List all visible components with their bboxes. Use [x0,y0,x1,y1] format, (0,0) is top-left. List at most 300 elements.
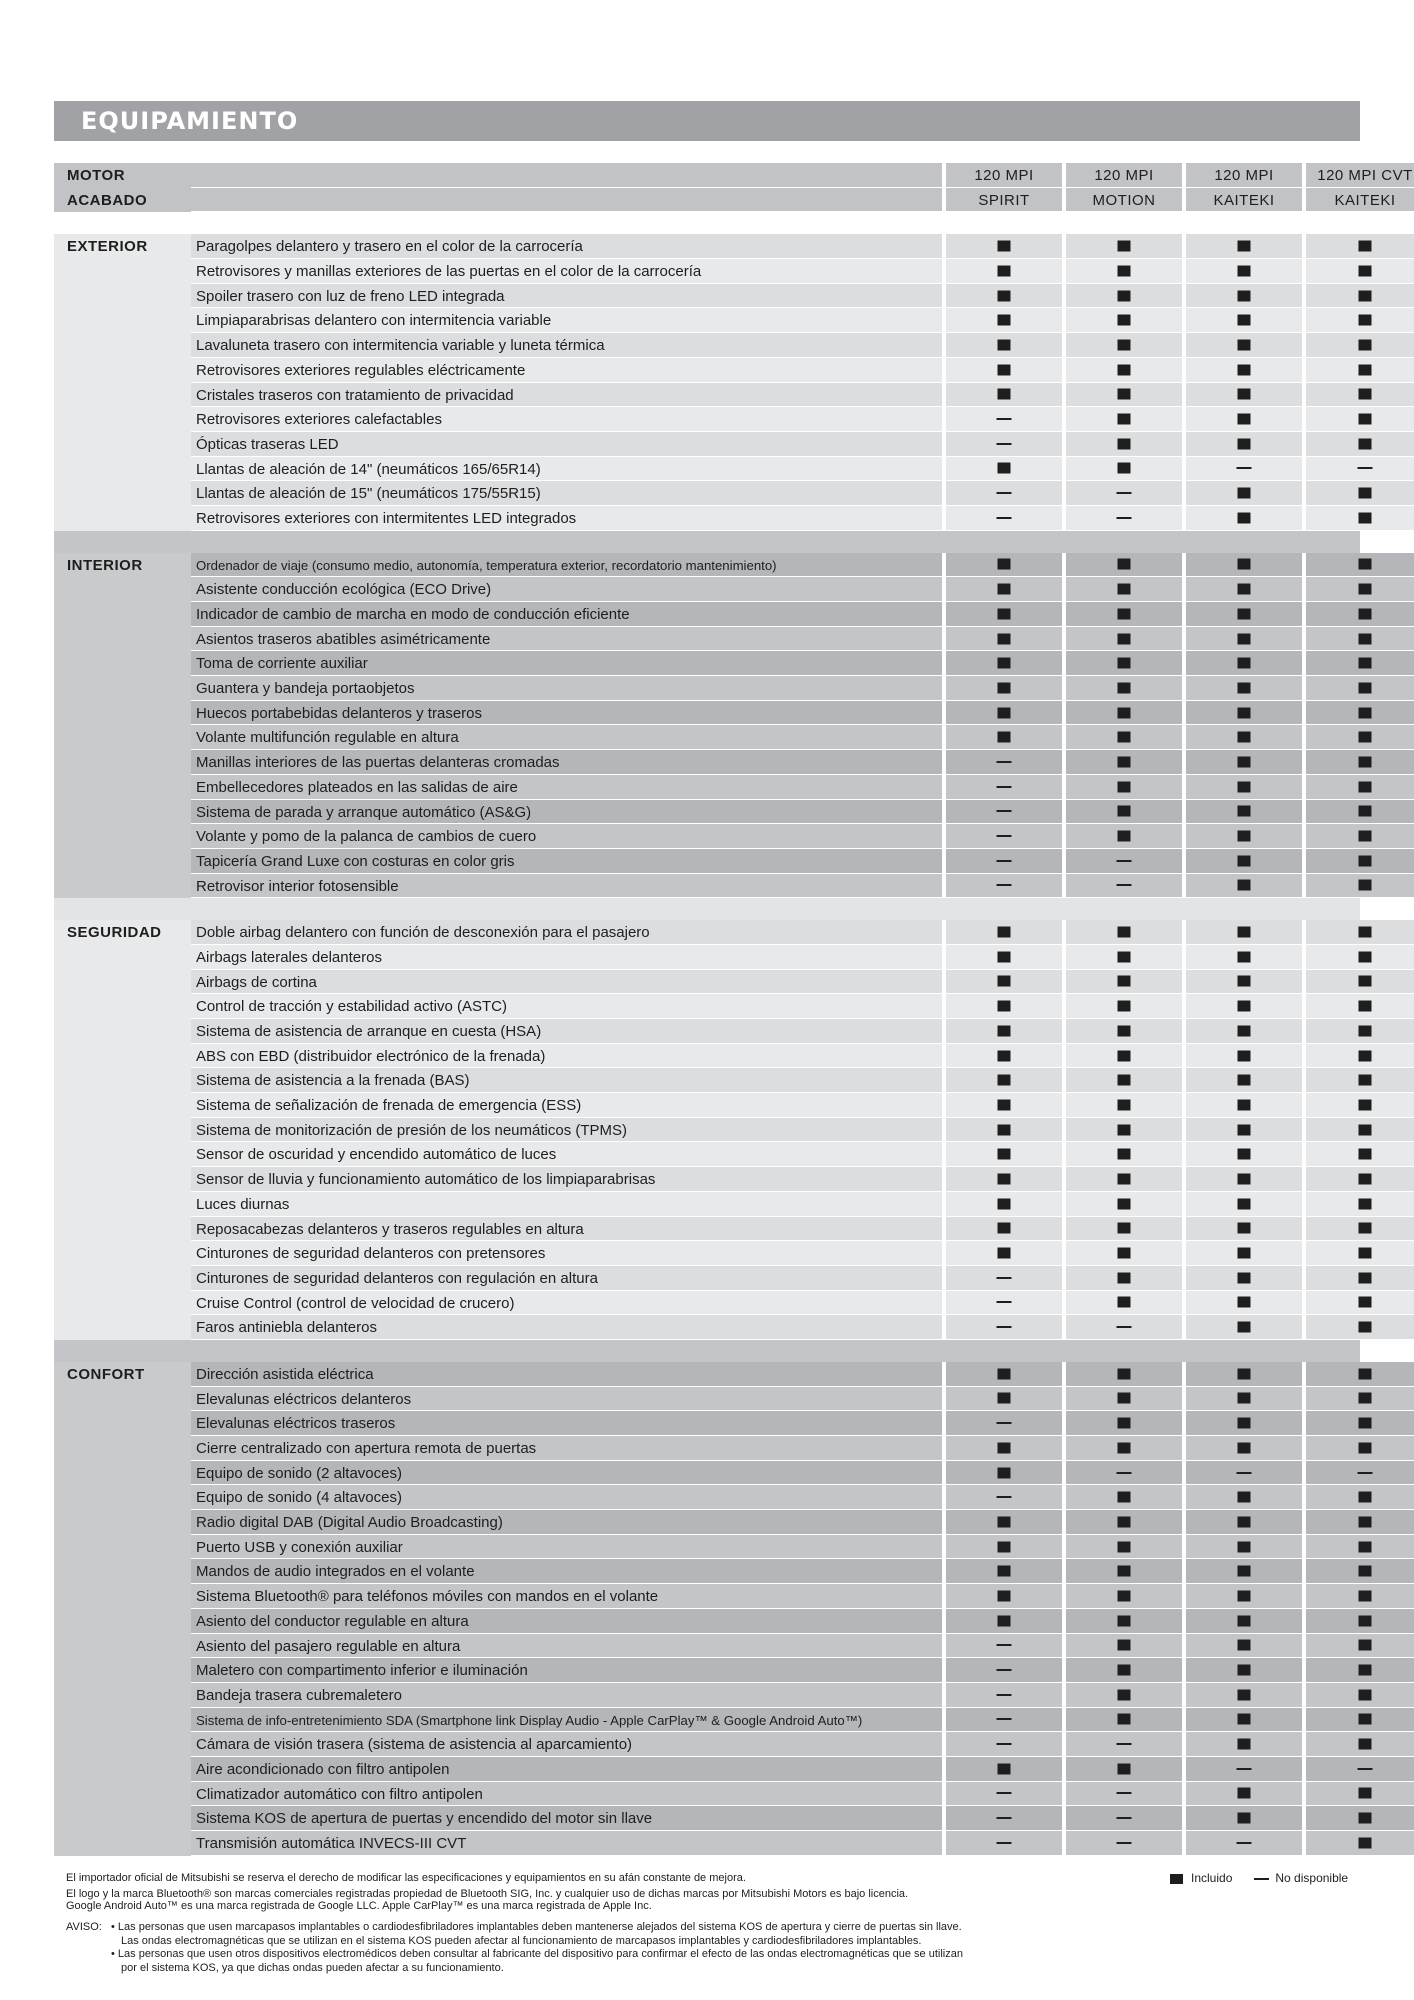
feature-cell [191,1806,942,1831]
section-label-spacer [54,1708,191,1733]
availability-cell [1066,1241,1182,1266]
included-square-icon [998,339,1011,350]
availability-cell [946,506,1062,531]
availability-cell [1306,1609,1414,1634]
feature-cell [191,1732,942,1757]
included-square-icon [1359,364,1372,375]
included-square-icon [1118,1689,1131,1700]
section-label: SEGURIDAD [54,920,191,945]
included-square-icon [1238,1566,1251,1577]
not-available-dash-icon [997,1277,1012,1279]
included-square-icon [1118,658,1131,669]
section-label-spacer [54,1806,191,1831]
availability-cell [1066,1142,1182,1167]
feature-cell [191,627,942,652]
aviso-items [111,1921,1211,1975]
section-confort [54,1362,1360,1856]
feature-label: Radio digital DAB (Digital Audio Broadcasting) [196,1514,503,1532]
availability-cell [1306,849,1414,874]
feature-label: Sensor de lluvia y funcionamiento automático de los limpiaparabrisas [196,1171,656,1189]
availability-cell [946,553,1062,578]
availability-cell [946,1683,1062,1708]
availability-cell [1186,1266,1302,1291]
availability-cell [1066,1118,1182,1143]
section-label-spacer [54,1584,191,1609]
included-square-icon [1118,364,1131,375]
feature-cell [191,577,942,602]
feature-label: Doble airbag delantero con función de desconexión para el pasajero [196,924,650,942]
section-label-spacer [54,1782,191,1807]
feature-cell [191,1757,942,1782]
section-label-spacer [54,994,191,1019]
included-square-icon [1118,1223,1131,1234]
feature-label: Embellecedores plateados en las salidas de aire [196,778,518,796]
availability-cell [946,1241,1062,1266]
availability-cell [1306,1708,1414,1733]
availability-cell [1306,750,1414,775]
included-square-icon [1238,927,1251,938]
table-row [54,457,1360,482]
section-label-spacer [54,1118,191,1143]
feature-label: Equipo de sonido (2 altavoces) [196,1464,402,1482]
availability-cell [1066,1806,1182,1831]
included-square-icon [1359,1418,1372,1429]
included-square-icon [1359,1198,1372,1209]
availability-cell [946,407,1062,432]
included-square-icon [1238,831,1251,842]
availability-cell [946,457,1062,482]
table-row [54,1634,1360,1659]
availability-cell [1186,1757,1302,1782]
section-label-spacer [54,333,191,358]
availability-cell [946,1093,1062,1118]
legend-not-available: No disponible [1275,1871,1349,1885]
feature-label: Sistema KOS de apertura de puertas y encendido del motor sin llave [196,1810,653,1828]
availability-cell [1066,1609,1182,1634]
feature-cell [191,1118,942,1143]
availability-cell [1186,824,1302,849]
included-square-icon [998,608,1011,619]
availability-cell [1066,1217,1182,1242]
feature-label: Cierre centralizado con apertura remota de puertas [196,1440,537,1457]
footer-line: Google Android Auto™ es una marca registrada de Google LLC. Apple CarPlay™ es una marca registrada de Apple Inc. [66,1900,652,1912]
section-label-spacer [54,284,191,309]
included-square-icon [1238,732,1251,743]
included-square-icon [1118,1393,1131,1404]
feature-label: Lavaluneta trasero con intermitencia variable y luneta térmica [196,337,605,355]
feature-label: Huecos portabebidas delanteros y traseros [196,704,482,722]
availability-cell [1066,602,1182,627]
included-square-icon [1359,855,1372,866]
availability-cell [946,676,1062,701]
included-square-icon [1238,364,1251,375]
header-acabado-label: ACABADO [54,188,191,213]
availability-cell [1066,1044,1182,1069]
included-square-icon [998,1442,1011,1453]
header-col-acabado: KAITEKI [1306,188,1414,213]
included-square-icon [1238,1001,1251,1012]
feature-cell [191,1782,942,1807]
not-available-dash-icon [1237,1768,1252,1770]
included-square-icon [998,389,1011,400]
feature-label: Elevalunas eléctricos delanteros [196,1390,412,1408]
not-available-dash-icon [997,835,1012,837]
availability-cell [1066,284,1182,309]
included-square-icon [1238,1075,1251,1086]
not-available-dash-icon [997,860,1012,862]
availability-cell [1186,1782,1302,1807]
availability-cell [1066,874,1182,899]
included-square-icon [998,1075,1011,1086]
feature-cell [191,407,942,432]
included-square-icon [1238,951,1251,962]
availability-cell [1306,1757,1414,1782]
availability-cell [1186,1362,1302,1387]
included-square-icon [998,265,1011,276]
table-row [54,676,1360,701]
included-square-icon [998,1566,1011,1577]
included-square-icon [1359,1516,1372,1527]
header-row-motor [54,163,1413,188]
feature-label: Sistema de parada y arranque automático (AS&G) [196,803,532,821]
availability-cell [1186,284,1302,309]
availability-cell [946,1019,1062,1044]
availability-cell [1306,800,1414,825]
feature-label: Cruise Control (control de velocidad de crucero) [196,1294,515,1312]
included-square-icon [1118,1248,1131,1259]
included-square-icon [998,584,1011,595]
availability-cell [1306,1584,1414,1609]
included-square-icon [998,1001,1011,1012]
included-square-icon [1238,339,1251,350]
availability-cell [1066,1019,1182,1044]
table-row [54,994,1360,1019]
included-square-icon [1359,1393,1372,1404]
section-label-spacer [54,506,191,531]
feature-cell [191,1241,942,1266]
feature-cell [191,1068,942,1093]
included-square-icon [1118,951,1131,962]
not-available-dash-icon [997,1669,1012,1671]
table-row [54,800,1360,825]
table-row [54,725,1360,750]
availability-cell [1066,824,1182,849]
availability-cell [1186,234,1302,259]
availability-cell [1186,1708,1302,1733]
availability-cell [1186,1732,1302,1757]
not-available-dash-icon [997,1301,1012,1303]
feature-label: Sistema de info-entretenimiento SDA (Smartphone link Display Audio - Apple CarPlay™ & Google Android Auto™) [196,1712,863,1728]
availability-cell [1186,457,1302,482]
feature-label: Puerto USB y conexión auxiliar [196,1538,403,1556]
feature-cell [191,553,942,578]
feature-label: Asiento del pasajero regulable en altura [196,1637,461,1655]
included-square-icon [998,1615,1011,1626]
section-label-spacer [54,1485,191,1510]
not-available-dash-icon [997,1326,1012,1328]
table-row [54,1806,1360,1831]
included-square-icon [1238,1516,1251,1527]
availability-cell [946,1192,1062,1217]
feature-cell [191,1142,942,1167]
feature-label: Cristales traseros con tratamiento de privacidad [196,386,514,404]
availability-cell [946,945,1062,970]
availability-cell [946,970,1062,995]
availability-cell [1306,920,1414,945]
feature-label: ABS con EBD (distribuidor electrónico de la frenada) [196,1047,546,1065]
section-label-spacer [54,602,191,627]
section-label-spacer [54,1387,191,1412]
feature-cell [191,1658,942,1683]
feature-cell [191,1387,942,1412]
included-square-icon [1359,1590,1372,1601]
feature-cell [191,945,942,970]
not-available-dash-icon [1358,1768,1373,1770]
availability-cell [1306,1315,1414,1340]
included-square-icon [1238,584,1251,595]
feature-cell [191,333,942,358]
availability-cell [1066,481,1182,506]
page-title: EQUIPAMIENTO [81,107,299,135]
included-square-icon [1359,265,1372,276]
included-square-icon [1359,1640,1372,1651]
included-square-icon [1118,1198,1131,1209]
included-square-icon [1359,1739,1372,1750]
section-label-spacer [54,676,191,701]
section-label-spacer [54,1634,191,1659]
feature-cell [191,824,942,849]
availability-cell [946,920,1062,945]
table-row [54,1315,1360,1340]
feature-cell [191,1510,942,1535]
availability-cell [1066,553,1182,578]
availability-cell [1306,1658,1414,1683]
availability-cell [1066,676,1182,701]
included-square-icon [1238,1739,1251,1750]
feature-label: Cinturones de seguridad delanteros con pretensores [196,1245,546,1263]
included-square-icon [998,682,1011,693]
included-square-icon [1238,1223,1251,1234]
section-label-spacer [54,1732,191,1757]
availability-cell [1186,1387,1302,1412]
included-square-icon [998,364,1011,375]
footer-line: El importador oficial de Mitsubishi se reserva el derecho de modificar las especificaciones y equipamientos en su afán constante de mejora. [66,1872,746,1884]
feature-cell [191,457,942,482]
availability-cell [1306,577,1414,602]
availability-cell [946,481,1062,506]
availability-cell [1066,1559,1182,1584]
availability-cell [946,750,1062,775]
not-available-dash-icon [997,1743,1012,1745]
included-square-icon [998,1025,1011,1036]
table-row [54,1118,1360,1143]
feature-cell [191,1192,942,1217]
availability-cell [946,259,1062,284]
availability-cell [946,701,1062,726]
section-label-spacer [54,1241,191,1266]
feature-cell [191,432,942,457]
included-square-icon [1238,315,1251,326]
availability-cell [1186,1167,1302,1192]
table-row [54,824,1360,849]
availability-cell [1066,1093,1182,1118]
feature-cell [191,602,942,627]
included-square-icon [1359,512,1372,523]
included-square-icon [1238,1615,1251,1626]
table-row [54,506,1360,531]
included-square-icon [1118,414,1131,425]
not-available-dash-icon [1117,1842,1132,1844]
availability-cell [1186,1217,1302,1242]
included-square-icon [1238,1322,1251,1333]
included-square-icon [998,707,1011,718]
availability-cell [946,1535,1062,1560]
included-square-icon [1118,682,1131,693]
included-square-icon [1118,1272,1131,1283]
feature-label: Retrovisores exteriores regulables eléctricamente [196,361,526,379]
not-available-dash-icon [1358,1472,1373,1474]
feature-cell [191,1019,942,1044]
availability-cell [946,1757,1062,1782]
included-square-icon [1118,315,1131,326]
table-row [54,432,1360,457]
included-square-icon [998,1124,1011,1135]
included-square-icon [1238,1442,1251,1453]
included-square-icon [1238,1124,1251,1135]
included-square-icon [1118,1075,1131,1086]
section-label-spacer [54,775,191,800]
included-square-icon [1359,682,1372,693]
included-square-icon [1118,389,1131,400]
included-square-icon [1359,1223,1372,1234]
included-square-icon [998,315,1011,326]
included-square-icon [1359,831,1372,842]
availability-cell [1186,577,1302,602]
not-available-dash-icon [1237,1842,1252,1844]
availability-cell [1306,1291,1414,1316]
included-square-icon [998,1541,1011,1552]
included-square-icon [1359,633,1372,644]
feature-label: Cámara de visión trasera (sistema de asistencia al aparcamiento) [196,1736,633,1754]
footer-line: El logo y la marca Bluetooth® son marcas comerciales registradas propiedad de Bluetooth SIG, Inc. y cualquier uso de dichas marcas por Mitsubishi Motors es bajo licencia. [66,1888,909,1900]
included-square-icon [1238,855,1251,866]
table-row [54,970,1360,995]
availability-cell [1306,259,1414,284]
table-row [54,1068,1360,1093]
table-row [54,701,1360,726]
included-square-icon [998,732,1011,743]
feature-label: Tapicería Grand Luxe con costuras en color gris [196,852,515,870]
included-square-icon [998,1149,1011,1160]
feature-label: Llantas de aleación de 15" (neumáticos 175/55R15) [196,485,541,503]
included-square-icon [1359,584,1372,595]
availability-cell [1186,259,1302,284]
availability-cell [1186,308,1302,333]
availability-cell [946,1362,1062,1387]
included-square-icon [1118,559,1131,570]
availability-cell [1066,1291,1182,1316]
feature-cell [191,651,942,676]
section-label-spacer [54,577,191,602]
availability-cell [1306,970,1414,995]
included-square-icon [1118,1001,1131,1012]
included-square-icon [1118,584,1131,595]
availability-cell [1186,1831,1302,1856]
included-square-icon [1238,1541,1251,1552]
included-square-icon [998,241,1011,252]
feature-label: Luces diurnas [196,1195,290,1213]
section-label-spacer [54,1068,191,1093]
availability-cell [1066,945,1182,970]
availability-cell [946,725,1062,750]
section-label: INTERIOR [54,553,191,578]
included-square-icon [1359,1297,1372,1308]
availability-cell [1306,1535,1414,1560]
availability-cell [946,1609,1062,1634]
included-square-icon [998,1516,1011,1527]
availability-cell [1186,1485,1302,1510]
included-square-icon [1238,707,1251,718]
feature-label: Airbags de cortina [196,973,317,991]
availability-cell [1306,1831,1414,1856]
table-row [54,1584,1360,1609]
included-square-icon [1359,559,1372,570]
section-label-spacer [54,651,191,676]
feature-label: Sistema de señalización de frenada de emergencia (ESS) [196,1097,582,1115]
not-available-dash-icon [1117,492,1132,494]
feature-cell [191,775,942,800]
table-row [54,874,1360,899]
table-row [54,627,1360,652]
availability-cell [1186,1192,1302,1217]
availability-cell [1186,1535,1302,1560]
availability-cell [1186,945,1302,970]
feature-cell [191,701,942,726]
included-square-icon [998,976,1011,987]
availability-cell [1306,1387,1414,1412]
feature-label: Limpiaparabrisas delantero con intermitencia variable [196,312,552,330]
feature-label: Asiento del conductor regulable en altura [196,1612,469,1630]
availability-cell [1186,383,1302,408]
table-row [54,1387,1360,1412]
availability-cell [1186,1634,1302,1659]
included-square-icon [1118,1665,1131,1676]
table-row [54,383,1360,408]
included-square-icon [1359,1001,1372,1012]
table-row [54,481,1360,506]
table-row [54,1609,1360,1634]
included-square-icon [1359,389,1372,400]
availability-cell [946,308,1062,333]
availability-cell [1186,553,1302,578]
availability-cell [1186,750,1302,775]
not-available-dash-icon [997,443,1012,445]
availability-cell [1066,920,1182,945]
availability-cell [1066,358,1182,383]
feature-label: Asistente conducción ecológica (ECO Drive) [196,581,492,599]
table-row [54,1019,1360,1044]
section-label-spacer [54,1019,191,1044]
availability-cell [1186,1142,1302,1167]
availability-cell [1186,676,1302,701]
section-label-spacer [54,849,191,874]
availability-cell [946,432,1062,457]
feature-cell [191,1044,942,1069]
not-available-dash-icon [997,761,1012,763]
availability-cell [1306,1559,1414,1584]
section-label-spacer [54,1559,191,1584]
availability-cell [946,1266,1062,1291]
